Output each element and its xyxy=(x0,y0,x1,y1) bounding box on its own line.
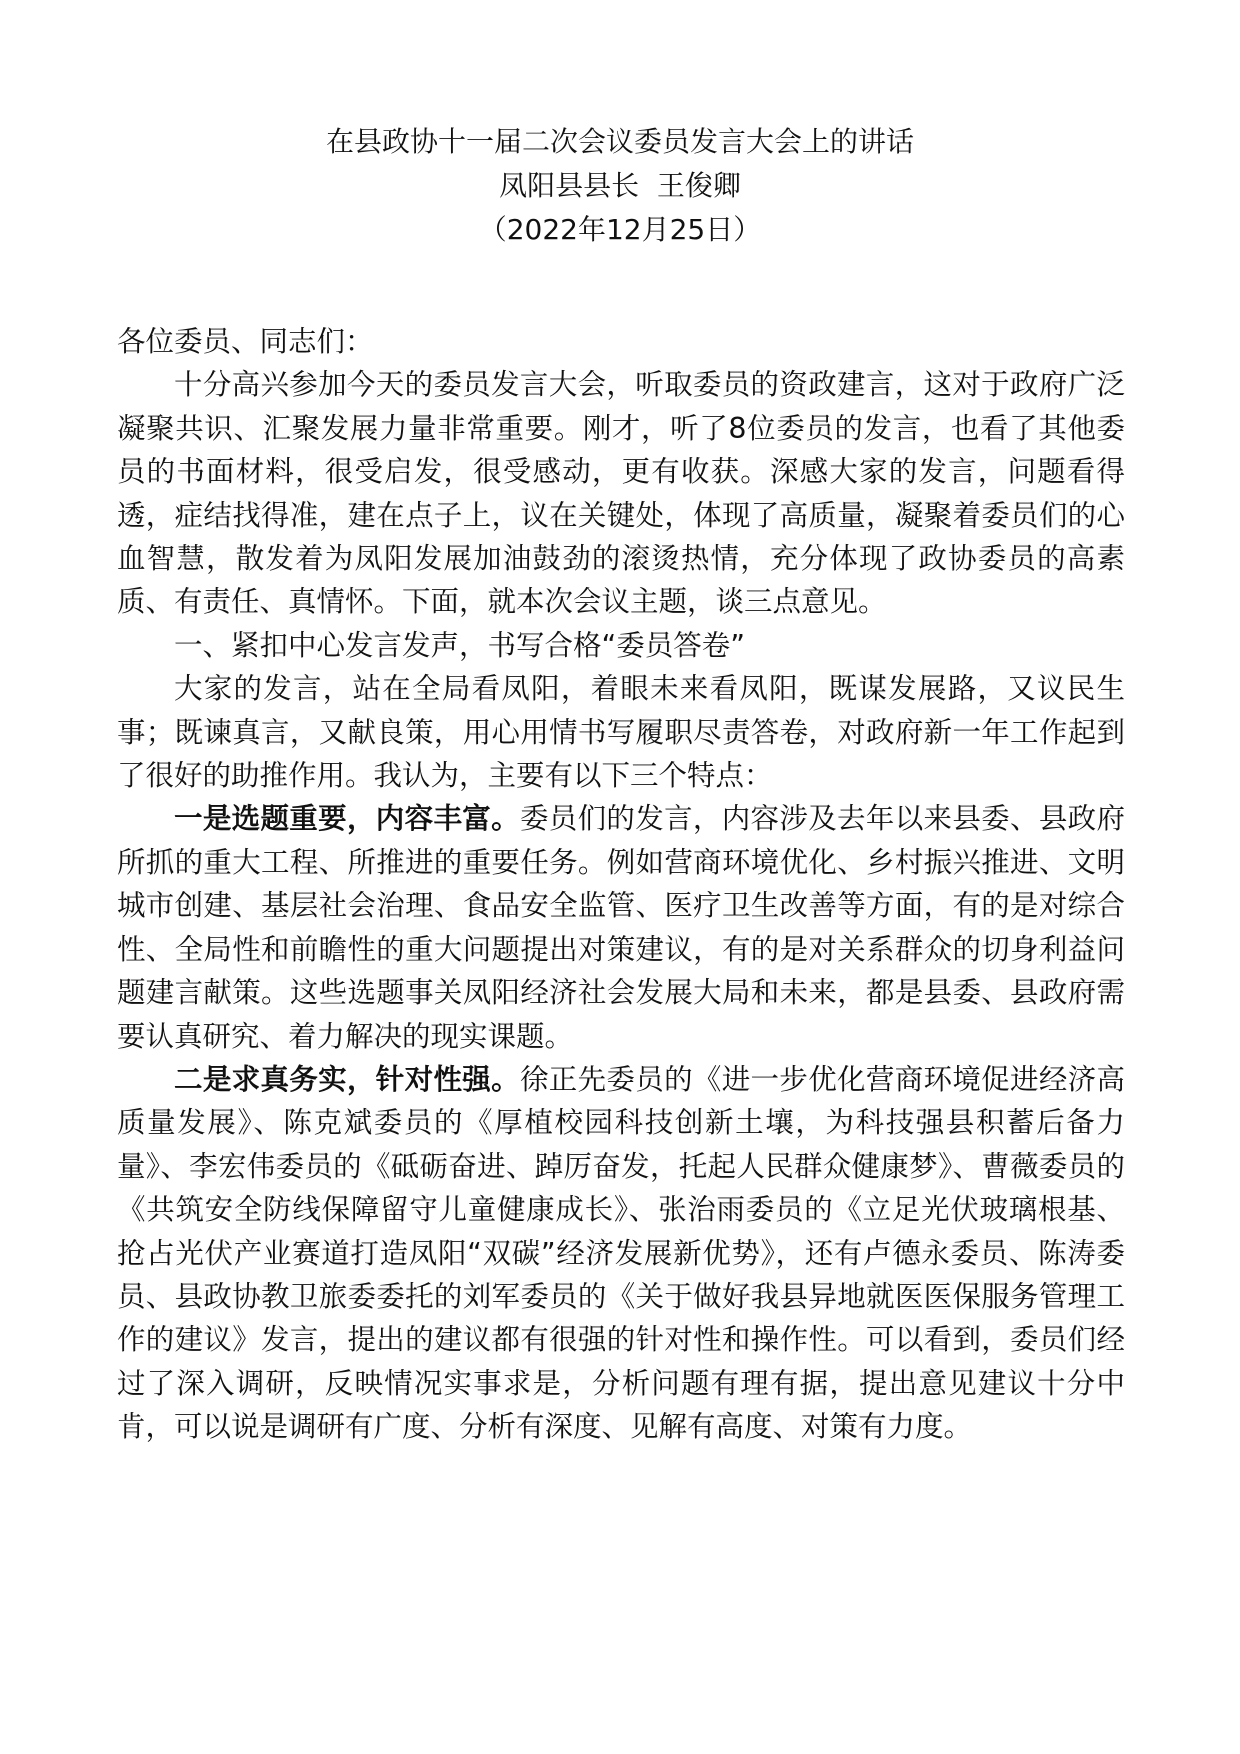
paragraph-point-1 xyxy=(117,797,1125,1057)
section-heading-1: 一、紧扣中心发言发声，书写合格“委员答卷” xyxy=(174,628,746,662)
salutation: 各位委员、同志们： xyxy=(117,325,374,358)
paragraph-point-2 xyxy=(117,1058,1125,1449)
speech-header xyxy=(0,120,1240,252)
speaker-line: 凤阳县县长 王俊卿 xyxy=(499,169,741,202)
point-2-text: 徐正先委员的《进一步优化营商环境促进经济高质量发展》、陈克斌委员的《厚植校园科技创新土壤，为科技强县积蓄后备力量》、李宏伟委员的《砥砺奋进、踔厉奋发，托起人民群众健康梦》、曹薇委员的《共筑安全防线保障留守儿童健康成长》、张治雨委员的《立足光伏玻璃根基、抢占光伏产业赛道打造凤阳“双碳”经济发展新优势》，还有卢德永委员、陈涛委员、县政协教卫旅委委托的刘军委员的《关于做好我县异地就医医保服务管理工作的建议》发言，提出的建议都有很强的针对性和操作性。可以看到，委员们经过了深入调研，反映情况实事求是，分析问题有理有据，提出意见建议十分中肯，可以说是调研有广度、分析有深度、见解有高度、对策有力度。 xyxy=(117,1062,1125,1444)
speech-date: （2022年12月25日） xyxy=(478,213,762,246)
speech-title: 在县政协十一届二次会议委员发言大会上的讲话 xyxy=(325,125,914,158)
point-1-text: 委员们的发言，内容涉及去年以来县委、县政府所抓的重大工程、所推进的重要任务。例如营商环境优化、乡村振兴推进、文明城市创建、基层社会治理、食品安全监管、医疗卫生改善等方面，有的是对综合性、全局性和前瞻性的重大问题提出对策建议，有的是对关系群众的切身利益问题建言献策。这些选题事关凤阳经济社会发展大局和未来，都是县委、县政府需要认真研究、着力解决的现实课题。 xyxy=(117,802,1125,1053)
point-2-lead: 二是求真务实，针对性强。 xyxy=(174,1062,520,1096)
paragraph-opening: 十分高兴参加今天的委员发言大会，听取委员的资政建言，这对于政府广泛凝聚共识、汇聚发展力量非常重要。刚才，听了8位委员的发言，也看了其他委员的书面材料，很受启发，很受感动，更有收获。深感大家的发言，问题看得透，症结找得准，建在点子上，议在关键处，体现了高质量，凝聚着委员们的心血智慧，散发着为凤阳发展加油鼓劲的滚烫热情，充分体现了政协委员的高素质、有责任、真情怀。下面，就本次会议主题，谈三点意见。 xyxy=(117,368,1125,619)
point-1-lead: 一是选题重要，内容丰富。 xyxy=(174,802,520,836)
paragraph-overview: 大家的发言，站在全局看凤阳，着眼未来看凤阳，既谋发展路，又议民生事；既谏真言，又献良策，用心用情书写履职尽责答卷，对政府新一年工作起到了很好的助推作用。我认为，主要有以下三个特点： xyxy=(117,672,1125,793)
speech-body xyxy=(117,320,1125,1449)
